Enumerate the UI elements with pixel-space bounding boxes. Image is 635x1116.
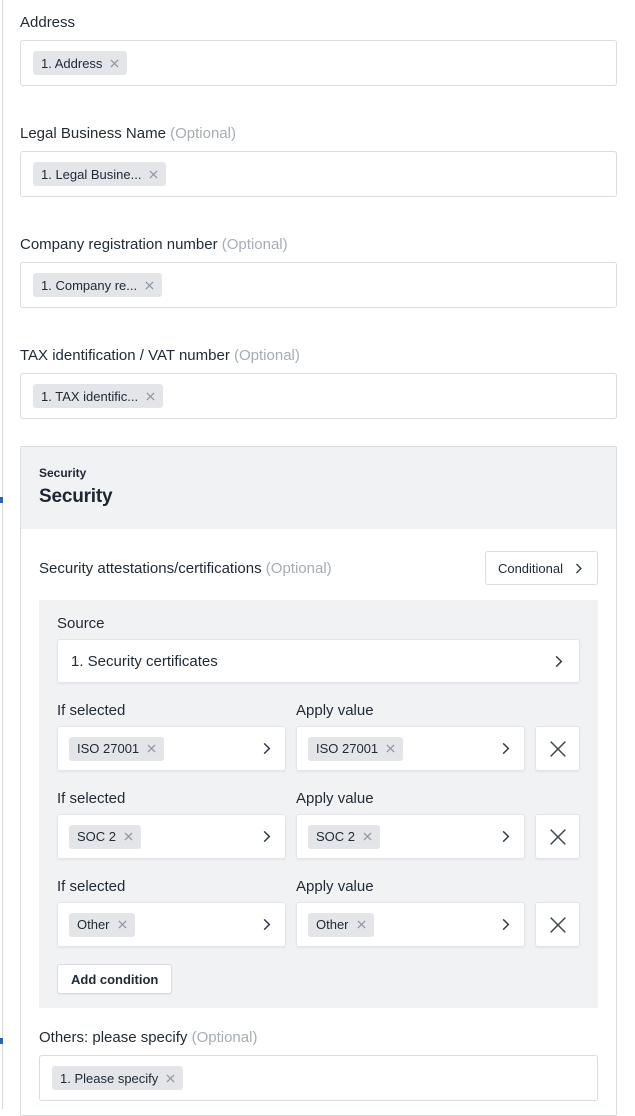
tag-remove-icon[interactable] <box>124 832 133 841</box>
chevron-right-icon <box>498 917 513 932</box>
tag-label: ISO 27001 <box>316 741 379 756</box>
tag-label: Other <box>77 917 110 932</box>
chevron-right-icon <box>259 741 274 756</box>
apply-value-select[interactable] <box>296 902 525 947</box>
add-condition-button[interactable]: Add condition <box>57 964 172 994</box>
tag-label: 1. TAX identific... <box>41 388 139 404</box>
remove-condition-button[interactable] <box>535 726 580 771</box>
apply-value-select[interactable] <box>296 814 525 859</box>
chevron-right-icon <box>551 654 566 669</box>
tag-label: SOC 2 <box>316 829 356 844</box>
tag-remove-icon[interactable] <box>110 59 119 68</box>
chevron-right-icon <box>259 917 274 932</box>
tax-identification-input[interactable] <box>20 373 617 419</box>
selected-value-tag <box>69 825 141 849</box>
optional-label: (Optional) <box>221 236 288 253</box>
if-selected-label: If selected <box>57 790 126 807</box>
question-label: Security attestations/certifications <box>39 559 262 577</box>
company-registration-input[interactable] <box>20 262 617 308</box>
chevron-right-icon <box>498 829 513 844</box>
security-section-card <box>20 446 617 1116</box>
field-label: TAX identification / VAT number <box>20 347 230 364</box>
tag-remove-icon[interactable] <box>147 744 156 753</box>
chevron-right-icon <box>259 829 274 844</box>
mapped-value-tag <box>33 273 162 297</box>
field-label: Legal Business Name <box>20 125 166 142</box>
mapped-value-tag <box>33 162 166 186</box>
mapped-value-tag <box>52 1066 183 1090</box>
field-address <box>20 13 617 86</box>
field-tax-identification <box>20 346 617 419</box>
field-label: Address <box>20 14 76 31</box>
others-specify-input[interactable] <box>39 1055 598 1101</box>
if-selected-select[interactable] <box>57 726 286 771</box>
section-title: Security <box>39 486 113 507</box>
conditional-button[interactable] <box>485 551 598 585</box>
field-label: Others: please specify <box>39 1029 188 1046</box>
source-label: Source <box>57 615 105 632</box>
field-company-registration-number <box>20 235 617 308</box>
if-selected-select[interactable] <box>57 902 286 947</box>
section-eyebrow: Security <box>39 466 87 480</box>
source-select-value: 1. Security certificates <box>71 652 218 670</box>
tag-label: 1. Legal Busine... <box>41 166 142 182</box>
legal-business-name-input[interactable] <box>20 151 617 197</box>
field-label: Company registration number <box>20 236 218 253</box>
security-section-header <box>21 447 616 529</box>
chevron-right-icon <box>498 741 513 756</box>
mapped-value-tag <box>33 384 163 408</box>
remove-condition-button[interactable] <box>535 902 580 947</box>
tag-label: SOC 2 <box>77 829 117 844</box>
tag-remove-icon[interactable] <box>386 744 395 753</box>
tag-remove-icon[interactable] <box>363 832 372 841</box>
selected-value-tag <box>308 737 403 761</box>
chevron-right-icon <box>572 562 585 575</box>
apply-value-label: Apply value <box>296 702 374 719</box>
condition-labels-row <box>57 702 580 719</box>
condition-row <box>57 902 580 947</box>
apply-value-select[interactable] <box>296 726 525 771</box>
tag-remove-icon[interactable] <box>145 281 154 290</box>
tag-remove-icon[interactable] <box>118 920 127 929</box>
optional-label: (Optional) <box>170 125 236 142</box>
optional-label: (Optional) <box>191 1029 258 1046</box>
address-input[interactable] <box>20 40 617 86</box>
tag-label: 1. Please specify <box>60 1070 159 1086</box>
apply-value-label: Apply value <box>296 790 374 807</box>
tag-label: 1. Address <box>41 55 103 71</box>
close-icon <box>547 738 569 760</box>
tag-remove-icon[interactable] <box>149 170 158 179</box>
condition-labels-row <box>57 790 580 807</box>
selected-value-tag <box>308 913 374 937</box>
close-icon <box>547 914 569 936</box>
tag-remove-icon[interactable] <box>146 392 155 401</box>
field-legal-business-name <box>20 124 617 197</box>
tag-label: ISO 27001 <box>77 741 140 756</box>
close-icon <box>547 826 569 848</box>
if-selected-select[interactable] <box>57 814 286 859</box>
if-selected-label: If selected <box>57 878 126 895</box>
apply-value-label: Apply value <box>296 878 374 895</box>
tag-remove-icon[interactable] <box>166 1074 175 1083</box>
mapped-value-tag <box>33 51 127 75</box>
selected-value-tag <box>69 913 135 937</box>
condition-row <box>57 726 580 771</box>
conditional-rules-panel <box>39 600 598 1008</box>
source-select[interactable] <box>57 639 580 683</box>
tag-label: Other <box>316 917 349 932</box>
selected-value-tag <box>308 825 380 849</box>
conditional-button-label: Conditional <box>497 560 563 576</box>
tag-remove-icon[interactable] <box>357 920 366 929</box>
attestations-question-row <box>39 551 598 585</box>
condition-labels-row <box>57 878 580 895</box>
field-others-please-specify <box>39 1028 598 1101</box>
tag-label: 1. Company re... <box>41 277 138 293</box>
if-selected-label: If selected <box>57 702 126 719</box>
optional-label: (Optional) <box>234 347 300 364</box>
security-section-body <box>21 529 616 1115</box>
optional-label: (Optional) <box>265 559 332 577</box>
selected-value-tag <box>69 737 164 761</box>
condition-row <box>57 814 580 859</box>
remove-condition-button[interactable] <box>535 814 580 859</box>
